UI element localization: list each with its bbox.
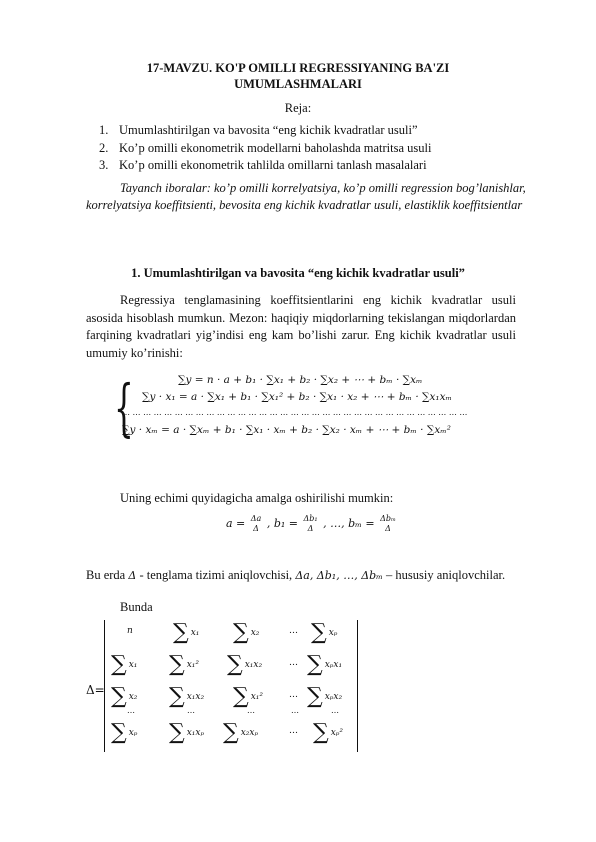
fraction-numerator: Δbₘ [380,514,396,523]
equation-row-1: ∑y = n · a + b₁ · ∑x₁ + b₂ · ∑x₂ + ⋯ + bₘ · ∑xₘ [178,374,423,386]
det-dots: … [187,706,195,715]
fraction-denominator: Δ [307,524,314,533]
system-brace: { [114,371,134,444]
det-cell-text: x₁ [190,628,200,638]
det-cell: … [289,726,298,736]
definition-prefix: Bu erda [86,568,126,582]
section-heading: 1. Umumlashtirilgan va bavosita “eng kichik kvadratlar usuli” [131,266,465,280]
fraction-numerator: Δb₁ [303,514,318,523]
det-cell [169,652,199,677]
plan-item-number: 1. [99,123,109,137]
plan-item-number: 2. [99,140,109,155]
plan-item-text: Ko’p omilli ekonometrik tahlilda omillarni tanlash masalalari [119,158,427,172]
det-cell: … [289,626,298,636]
plan-heading: Reja: [284,101,312,115]
det-cell-text: xₚx₂ [324,692,343,702]
det-cell [173,620,199,645]
equation-row-m: ∑y · xₘ = a · ∑xₘ + b₁ · ∑x₁ · xₘ + b₂ · ∑x₂ · xₘ + ⋯ + bₘ · ∑xₘ² [122,424,451,436]
definition-suffix: – hususiy aniqlovchilar. [386,568,506,582]
solution-intro: Uning echimi quyidagicha amalga oshirilishi mumkin: [120,491,394,505]
body-paragraph: Regressiya tenglamasining koeffitsientlarini eng kichik kvadratlar usuli asosida hisoblash mumkun. Mezon: haqiqiy miqdorlarning tekislangan miqdorlardan farqining kvadratlari yig’indisi eng kam bo’lishi zarur. Eng kichik kvadratlar usuli umumiy ko’rinishi: [86,293,516,360]
det-cell [111,652,137,677]
sigma-symbol: ∑ [227,652,243,677]
sigma-symbol: ∑ [313,720,329,745]
definition-line [86,568,505,583]
fraction-bm [380,514,396,534]
det-cell-text: x₁x₂ [244,660,263,670]
det-cell: … [289,690,298,700]
det-cell-text: x₂xₚ [240,728,259,738]
det-cell-text: x₂ [250,628,260,638]
plan-item [99,122,431,140]
sigma-symbol: ∑ [223,720,239,745]
sigma-symbol: ∑ [169,684,185,709]
det-cell-text: x₁² [186,660,200,670]
det-cell-text: xₚ² [330,728,344,738]
plan-item [99,140,431,158]
sigma-symbol: ∑ [169,652,185,677]
equation-row-dots: … … … … … … … … … … … … … … … … … … … … … … … … … … … … … … … … … [122,408,468,417]
title-line-1: 17-MAVZU. KO'P OMILLI REGRESSIYANING BA'ZI [146,61,450,75]
plan-item-text: Umumlashtirilgan va bavosita “eng kichik kvadratlar usuli” [119,123,418,137]
formula-bm: , …, bₘ = [323,517,375,530]
det-cell-text: xₚ [328,628,338,638]
det-cell [233,620,259,645]
sigma-symbol: ∑ [173,620,189,645]
fraction-b1 [304,514,318,534]
sigma-symbol: ∑ [233,620,249,645]
det-cell-text: x₁x₂ [186,692,205,702]
det-cell-text: x₁ [128,660,138,670]
fraction-a [251,514,262,534]
sigma-symbol: ∑ [111,684,127,709]
det-cell [311,620,337,645]
det-cell [307,652,342,677]
det-cell [169,720,204,745]
page-title [80,60,516,92]
plan-list [99,122,431,175]
sigma-symbol: ∑ [307,652,323,677]
det-cell: … [289,658,298,668]
det-cell: n [127,626,133,636]
det-dots: … [247,706,255,715]
determinant-matrix [104,620,358,752]
solution-formula [226,514,398,534]
plan-item-number: 3. [99,158,109,172]
fraction-denominator: Δ [385,524,391,533]
det-cell-text: x₂ [128,692,138,702]
equation-row-2: ∑y · x₁ = a · ∑x₁ + b₁ · ∑x₁² + b₂ · ∑x₁ · x₂ + ⋯ + bₘ · ∑x₁xₘ [142,391,452,403]
det-dots: … [291,706,299,715]
det-cell-text: xₚx₁ [324,660,343,670]
sigma-symbol: ∑ [111,652,127,677]
det-cell [111,720,137,745]
formula-b1: , b₁ = [266,517,298,530]
det-cell [227,652,262,677]
det-cell-text: xₚ [128,728,138,738]
det-cell-text: x₁xₚ [186,728,205,738]
fraction-denominator: Δ [253,524,259,533]
equation-system [112,371,542,454]
det-cell [223,720,258,745]
det-dots: … [127,706,135,715]
det-cell-text: x₁² [250,692,264,702]
formula-a: a = [226,517,246,530]
sigma-symbol: ∑ [169,720,185,745]
plan-item [99,157,431,175]
bunda-label: Bunda [120,600,153,614]
fraction-numerator: Δa [250,514,262,523]
sigma-symbol: ∑ [311,620,327,645]
delta-symbol: Δ [128,569,137,582]
sigma-symbol: ∑ [111,720,127,745]
det-dots: … [331,706,339,715]
det-cell [313,720,343,745]
title-line-2: UMUMLASHMALARI [234,77,362,91]
plan-item-text: Ko’p omilli ekonometrik modellarni baholashda matritsa usuli [119,140,432,155]
keywords-paragraph: Tayanch iboralar: ko’p omilli korrelyatsiya, ko’p omilli regression bog’lanishlar, korrelyatsiya koeffitsienti, bevosita eng kichik kvadratlar usuli, elastiklik koeffitsientlar [86,181,526,212]
sigma-symbol: ∑ [307,684,323,709]
determinant-label: Δ= [86,683,105,697]
sigma-symbol: ∑ [233,684,249,709]
definition-middle: - tenglama tizimi aniqlovchisi, [139,568,293,582]
partial-determinants: Δa, Δb₁, …, Δbₘ [295,569,383,582]
